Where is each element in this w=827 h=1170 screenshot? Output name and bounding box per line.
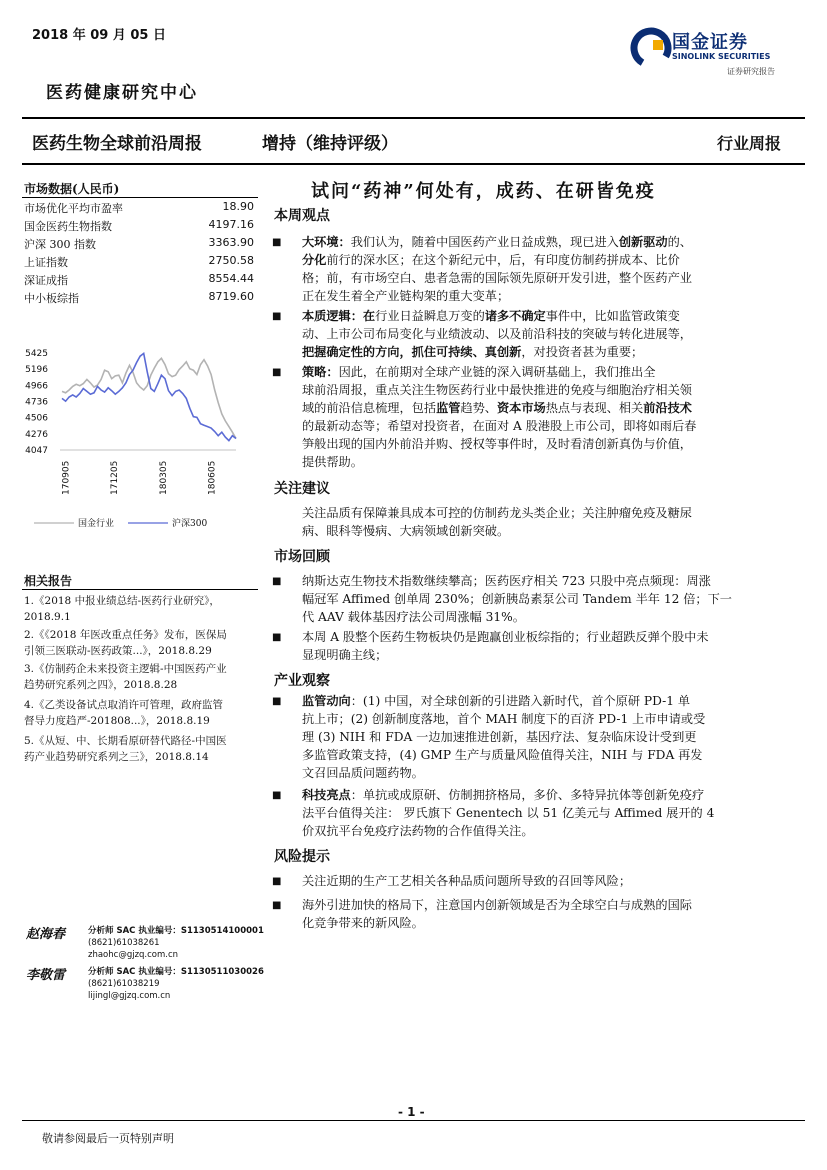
- related-report-item[interactable]: 3.《仿制药企未来投资主逻辑-中国医药产业 趋势研究系列之四》，2018.8.28: [24, 663, 227, 691]
- report-date: 2018 年 09 月 05 日: [32, 28, 166, 43]
- series-line: [62, 358, 236, 438]
- market-row: 深证成指 8554.44: [24, 272, 254, 287]
- analyst-info: 分析师 SAC 执业编号：S1130514100001 (8621)61038261 zhaohc@gjzq.com.cn: [88, 926, 264, 960]
- legend-label: 沪深300: [172, 519, 208, 529]
- risk-paragraph-competition: 海外引进加快的格局下，注意国内创新领域是否为全球空白与成熟的国际 化竞争带来的新风险。: [302, 898, 692, 930]
- logo-subtitle: 证券研究报告: [727, 67, 775, 76]
- header-divider: [22, 117, 805, 119]
- industry-paragraph-regulation: 监管动向：(1) 中国，对全球创新的引进踏入新时代，首个原研 PD-1 单 抗上市；(2) 创新制度落地，首个 MAH 制度下的百济 PD-1 上市申请或受 理 (3) NIH 和 FDA 一边加速推进创新，基因疗法、复杂临床设计受到更 多监管政策支持，(4) GMP 生产与质量风险值得关注，NIH 与 FDA 再发 文召回品质问题药物。: [302, 694, 706, 780]
- logo-name: 国金证券: [672, 32, 748, 53]
- series-line: [62, 353, 236, 440]
- bullet-icon: ■: [272, 790, 282, 801]
- y-tick-label: 5196: [25, 365, 48, 376]
- bullet-icon: ■: [272, 876, 282, 887]
- x-tick-label: 180605: [207, 460, 218, 495]
- bullet-icon: ■: [272, 367, 282, 378]
- industry-paragraph-technology: 科技亮点：单抗或成原研、仿制拥挤格局，多价、多特异抗体等创新免疫疗 法平台值得关注： 罗氏旗下 Genentech 以 51 亿美元与 Affimed 展开的 4 价双抗平台免疫疗法药物的合作值得关注。: [302, 788, 715, 838]
- market-data-divider: [22, 197, 258, 198]
- x-tick-label: 170905: [61, 460, 72, 495]
- view-paragraph-strategy: 策略：因此，在前期对全球产业链的深入调研基础上，我们推出全 球前沿周报，重点关注生物医药行业中最快推进的免疫与细胞治疗相关领 域的前沿信息梳理，包括监管趋势、资本市场热点与表现、相关前沿技术 的最新动态等；希望对投资者，在面对 A 股港股上市公司，即将如雨后春 笋般出现的国内外前沿并购、授权等事件时，及时看清创新真伪与价值， 提供帮助。: [302, 365, 697, 469]
- related-reports-divider: [22, 589, 258, 590]
- disclaimer-note: 敬请参阅最后一页特别声明: [42, 1132, 174, 1145]
- research-center: 医药健康研究中心: [46, 83, 198, 103]
- y-tick-label: 4506: [25, 413, 48, 424]
- bullet-icon: ■: [272, 696, 282, 707]
- legend-label: 国金行业: [78, 519, 115, 529]
- analyst-info: 分析师 SAC 执业编号：S1130511030026 (8621)61038219 lijingl@gjzq.com.cn: [88, 967, 264, 1001]
- header-divider-2: [22, 163, 805, 165]
- market-row: 上证指数 2750.58: [24, 254, 254, 269]
- y-tick-label: 4966: [25, 381, 48, 392]
- related-report-item[interactable]: 1.《2018 中报业绩总结-医药行业研究》， 2018.9.1: [24, 595, 220, 623]
- rating: 增持（维持评级）: [262, 134, 398, 154]
- bullet-icon: ■: [272, 576, 282, 587]
- related-report-item[interactable]: 4.《乙类设备试点取消许可管理，政府监管 督导力度趋严-201808...》，2018.8.19: [24, 699, 224, 727]
- page-number: - 1 -: [398, 1105, 425, 1119]
- logo-english-name: SINOLINK SECURITIES: [672, 52, 771, 61]
- market-row: 国金医药生物指数 4197.16: [24, 218, 254, 233]
- bullet-icon: ■: [272, 900, 282, 911]
- x-tick-label: 180305: [158, 460, 169, 495]
- risk-paragraph-recall: 关注近期的生产工艺相关各种品质问题所导致的召回等风险；: [302, 874, 632, 888]
- market-data-title: 市场数据(人民币): [24, 182, 120, 196]
- main-headline: 试问“药神”何处有，成药、在研皆免疫: [311, 181, 656, 202]
- section-title-risk: 风险提示: [274, 849, 330, 865]
- bullet-icon: ■: [272, 632, 282, 643]
- index-chart: [20, 345, 260, 535]
- related-report-item[interactable]: 5.《从短、中、长期看原研替代路径-中国医 药产业趋势研究系列之三》，2018.8.14: [24, 735, 227, 763]
- bullet-icon: ■: [272, 237, 282, 248]
- section-title-industry: 产业观察: [274, 673, 330, 689]
- market-row: 中小板综指 8719.60: [24, 290, 254, 305]
- related-report-item[interactable]: 2.《《2018 年医改重点任务》发布，医保局 引领三医联动-医药政策...》，2018.8.29: [24, 629, 227, 657]
- x-tick-label: 171205: [110, 460, 121, 495]
- bullet-icon: ■: [272, 311, 282, 322]
- section-title-view: 本周观点: [274, 208, 330, 224]
- y-tick-label: 5425: [25, 349, 48, 359]
- market-row: 沪深 300 指数 3363.90: [24, 236, 254, 251]
- suggest-paragraph: 关注品质有保障兼具成本可控的仿制药龙头类企业；关注肿瘤免疫及糖尿 病、眼科等慢病、大病领域创新突破。: [302, 506, 692, 538]
- footer-divider: [22, 1120, 805, 1121]
- section-title-review: 市场回顾: [274, 549, 330, 565]
- analyst-email[interactable]: lijingl@gjzq.com.cn: [88, 991, 171, 1001]
- report-title: 医药生物全球前沿周报: [32, 134, 202, 154]
- report-type: 行业周报: [716, 134, 781, 153]
- analyst-name: 赵海春: [26, 927, 66, 942]
- y-tick-label: 4736: [25, 397, 48, 408]
- y-tick-label: 4276: [25, 429, 48, 440]
- view-paragraph-environment: 大环境：我们认为，随着中国医药产业日益成熟，现已进入创新驱动的、 分化前行的深水区；在这个新纪元中，后，有印度仿制药拼成本、比价 格；前，有市场空白、患者急需的国际领先原研开发引进，整个医药产业 正在发生着全产业链构架的重大变革；: [302, 235, 692, 303]
- section-title-suggest: 关注建议: [274, 481, 330, 497]
- review-paragraph-ashare: 本周 A 股整个医药生物板块仍是跑赢创业板综指的；行业超跌反弹个股中未 显现明确主线；: [302, 630, 709, 662]
- market-row: 市场优化平均市盈率 18.90: [24, 200, 254, 215]
- analyst-email[interactable]: zhaohc@gjzq.com.cn: [88, 950, 179, 960]
- analyst-name: 李敬雷: [26, 968, 66, 983]
- related-reports-title: 相关报告: [24, 574, 73, 588]
- review-paragraph-nasdaq: 纳斯达克生物技术指数继续攀高；医药医疗相关 723 只股中亮点频现：周涨 幅冠军 Affimed 创单周 230%；创新胰岛素泵公司 Tandem 半年 12 倍；下一 代 AAV 载体基因疗法公司周涨幅 31%。: [302, 574, 732, 624]
- view-paragraph-logic: 本质逻辑：在行业日益瞬息万变的诸多不确定事件中，比如监管政策变 动、上市公司布局变化与业绩波动、以及前沿科技的突破与转化进展等， 把握确定性的方向，抓住可持续、真创新，对投资者甚为重要；: [302, 309, 692, 359]
- y-tick-label: 4047: [25, 446, 48, 456]
